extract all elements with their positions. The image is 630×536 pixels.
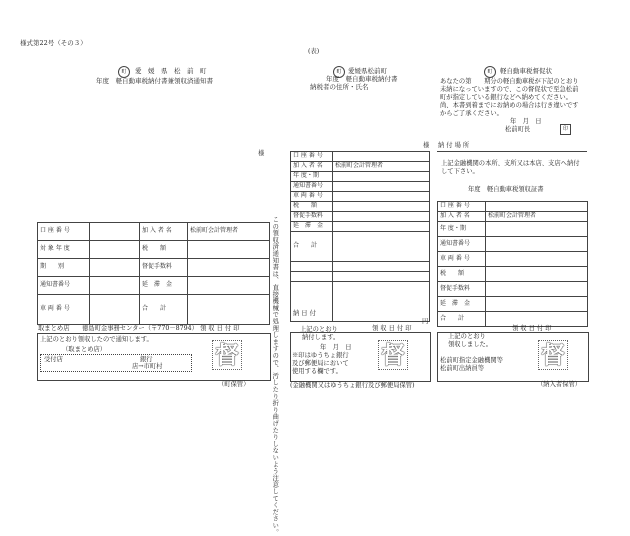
- table-row: [438, 267, 588, 282]
- left-title: 年度 軽自動車税納付書兼領収済通知書: [96, 77, 213, 85]
- table-row: [438, 202, 588, 212]
- place-line: [437, 151, 587, 152]
- cell: [486, 297, 588, 312]
- cell: [486, 237, 588, 252]
- cell: 督促手数料: [438, 282, 486, 297]
- notice-body-5: からご了承ください。: [440, 110, 503, 117]
- table-row: [291, 272, 430, 282]
- cell: [188, 277, 270, 295]
- cell: 加 入 者 名: [291, 162, 333, 172]
- place-text-1: 上記金融機関の本所、支所又は本店、支店へ納付: [441, 160, 580, 167]
- cell: [333, 232, 430, 262]
- middle-info-table: [290, 151, 430, 322]
- cell: 口 座 番 号: [38, 223, 90, 241]
- cell: 合 計: [291, 232, 333, 262]
- cell: [90, 277, 140, 295]
- middle-seal-stamp: 督: [378, 340, 408, 370]
- table-row: [38, 295, 270, 325]
- table-row: [291, 152, 430, 162]
- paid-text-2: 納付します。: [302, 334, 340, 341]
- left-info-table: [37, 222, 270, 325]
- cell: 延 滞 金: [438, 297, 486, 312]
- cell: [333, 172, 430, 182]
- cell: [486, 202, 588, 212]
- cell: [333, 282, 430, 322]
- receiver-label: 受付店: [44, 356, 63, 363]
- cell: 車 両 番 号: [38, 295, 90, 325]
- mayor-name: 松前町長: [505, 126, 531, 133]
- cell: [486, 282, 588, 297]
- cell: [333, 262, 430, 272]
- table-row: [291, 172, 430, 182]
- table-row: [38, 241, 270, 259]
- mayor-seal-icon: 印: [560, 124, 571, 135]
- town-emblem-icon: 町: [118, 66, 130, 78]
- cell: 延 滞 金: [291, 222, 333, 232]
- cell: [188, 259, 270, 277]
- cell: [90, 241, 140, 259]
- cell: [333, 212, 430, 222]
- right-receipt-date-label: 領 収 日 付 印: [512, 325, 552, 332]
- cell: [188, 241, 270, 259]
- table-row: [291, 192, 430, 202]
- note-1: ※印はゆうちょ銀行: [292, 352, 349, 359]
- town-emblem-icon: 町: [484, 66, 496, 78]
- received-text-2: 領収しました。: [448, 341, 493, 348]
- left-footer: （町保管）: [218, 381, 250, 388]
- left-sama: 様: [258, 150, 265, 157]
- note-3: 使用する欄です。: [292, 368, 342, 375]
- handling-value: 徳島町金事務センター（〒770－8794）: [82, 325, 198, 332]
- left-seal-stamp: 督: [212, 340, 242, 370]
- cell: 車 両 番 号: [291, 192, 333, 202]
- table-row: [291, 212, 430, 222]
- cell: 通知書番号: [438, 237, 486, 252]
- front-label: (表): [308, 48, 320, 55]
- middle-title: 年度 軽自動車税納付書: [326, 75, 398, 83]
- cell: 口 座 番 号: [438, 202, 486, 212]
- cell: 対 象 年 度: [38, 241, 90, 259]
- town-emblem-icon: 町: [333, 66, 345, 78]
- table-row: [438, 212, 588, 222]
- right-bank-2: 松前町出納員等: [440, 365, 485, 372]
- cell: [486, 252, 588, 267]
- table-row: [438, 222, 588, 237]
- cell: 加 入 者 名: [438, 212, 486, 222]
- place-text-2: して下さい。: [441, 168, 479, 175]
- table-row: [38, 277, 270, 295]
- cell: 延 滞 金: [140, 277, 188, 295]
- cell: 合 計: [438, 312, 486, 327]
- table-row: [438, 252, 588, 267]
- notice-body-1: あなたの第 期分の軽自動車税が下記のとおり: [440, 78, 579, 85]
- cell: [333, 152, 430, 162]
- cell: [291, 262, 333, 272]
- table-row: [291, 182, 430, 192]
- cell: 口 座 番 号: [291, 152, 333, 162]
- right-info-table: [437, 201, 588, 327]
- cell: [333, 272, 430, 282]
- table-row: [438, 237, 588, 252]
- cell: [333, 222, 430, 232]
- cell: 督促手数料: [140, 259, 188, 277]
- cell: 合 計: [140, 295, 188, 325]
- table-row: [38, 223, 270, 241]
- cell: 督促手数料: [291, 212, 333, 222]
- left-org: 愛 媛 県 松 前 町: [135, 67, 207, 75]
- cell: 松前町会計管理者: [333, 162, 430, 172]
- receipt-title: 年度 軽自動車税領収証書: [468, 186, 544, 193]
- vertical-notice: この領収済通知書は、直接機械で処理しますので、汚したり折り曲げたりしないよう注意してください。: [271, 216, 279, 536]
- table-row: [291, 232, 430, 262]
- notice-body-4: 尚、本書到着までにお納めの場合は行き違いです: [440, 102, 579, 109]
- cell: [333, 182, 430, 192]
- received-text-1: 上記のとおり: [448, 333, 486, 340]
- notice-body-2: 未納になっていますので、この督促状で至急松前: [440, 86, 579, 93]
- left-bank-note: （取まとめ店）: [62, 346, 107, 353]
- cell: [486, 267, 588, 282]
- cell: [486, 222, 588, 237]
- cell: [90, 223, 140, 241]
- right-footer: （納入者保管）: [537, 381, 582, 388]
- middle-org: 愛媛県松前町: [348, 67, 387, 75]
- cell: 通知書番号: [38, 277, 90, 295]
- cell: 年 度・期: [438, 222, 486, 237]
- cell: 税 額: [140, 241, 188, 259]
- middle-date: 年 月 日: [320, 344, 352, 351]
- branch-label: 店→市町村: [132, 363, 163, 370]
- right-seal-stamp: 督: [538, 340, 568, 370]
- cell: 松前町会計管理者: [188, 223, 270, 241]
- table-row: [291, 222, 430, 232]
- cell: [333, 192, 430, 202]
- yen-label: 円: [422, 318, 429, 325]
- left-receipt-date-label: 領 収 日 付 印: [200, 325, 240, 332]
- middle-sama: 様: [423, 142, 430, 149]
- table-row: [291, 202, 430, 212]
- cell: 税 額: [438, 267, 486, 282]
- cell: 通知書番号: [291, 182, 333, 192]
- middle-footer: (金融機関又はゆうちょ銀行及び郵便局保管): [290, 382, 415, 389]
- note-2: 及び郵便局において: [292, 360, 349, 367]
- notice-body-3: 町が指定している銀行などへ納めてください。: [440, 94, 572, 101]
- bank-label: 銀行: [140, 356, 153, 363]
- table-row: [38, 259, 270, 277]
- form-number: 様式第22号（その３）: [20, 39, 87, 47]
- middle-receipt-date-label: 領 収 日 付 印: [372, 325, 412, 332]
- cell: 税 額: [291, 202, 333, 212]
- cell: [90, 259, 140, 277]
- cell: 松前町会計管理者: [486, 212, 588, 222]
- table-row: [438, 297, 588, 312]
- cell: 期 別: [38, 259, 90, 277]
- notice-title: 軽自動車税督促状: [500, 67, 552, 75]
- handling-label: 取まとめ店: [38, 325, 70, 332]
- table-row: [291, 262, 430, 272]
- notice-date: 年 月 日: [510, 118, 542, 125]
- cell: 加 入 者 名: [140, 223, 188, 241]
- cell: 年 度・期: [291, 172, 333, 182]
- address-label: 納税者の住所・氏名: [310, 83, 369, 91]
- table-row: [291, 162, 430, 172]
- cell: [188, 295, 270, 325]
- due-label: 納 日 付: [293, 310, 316, 317]
- place-title: 納 付 場 所: [438, 142, 470, 149]
- cell: 車 両 番 号: [438, 252, 486, 267]
- cell: [333, 202, 430, 212]
- paid-text-1: 上記のとおり: [300, 326, 338, 333]
- cell: [90, 295, 140, 325]
- left-received-text: 上記のとおり領収したので通知します。: [40, 336, 153, 343]
- cell: [291, 272, 333, 282]
- right-bank-1: 松前町指定金融機関等: [440, 357, 503, 364]
- table-row: [438, 282, 588, 297]
